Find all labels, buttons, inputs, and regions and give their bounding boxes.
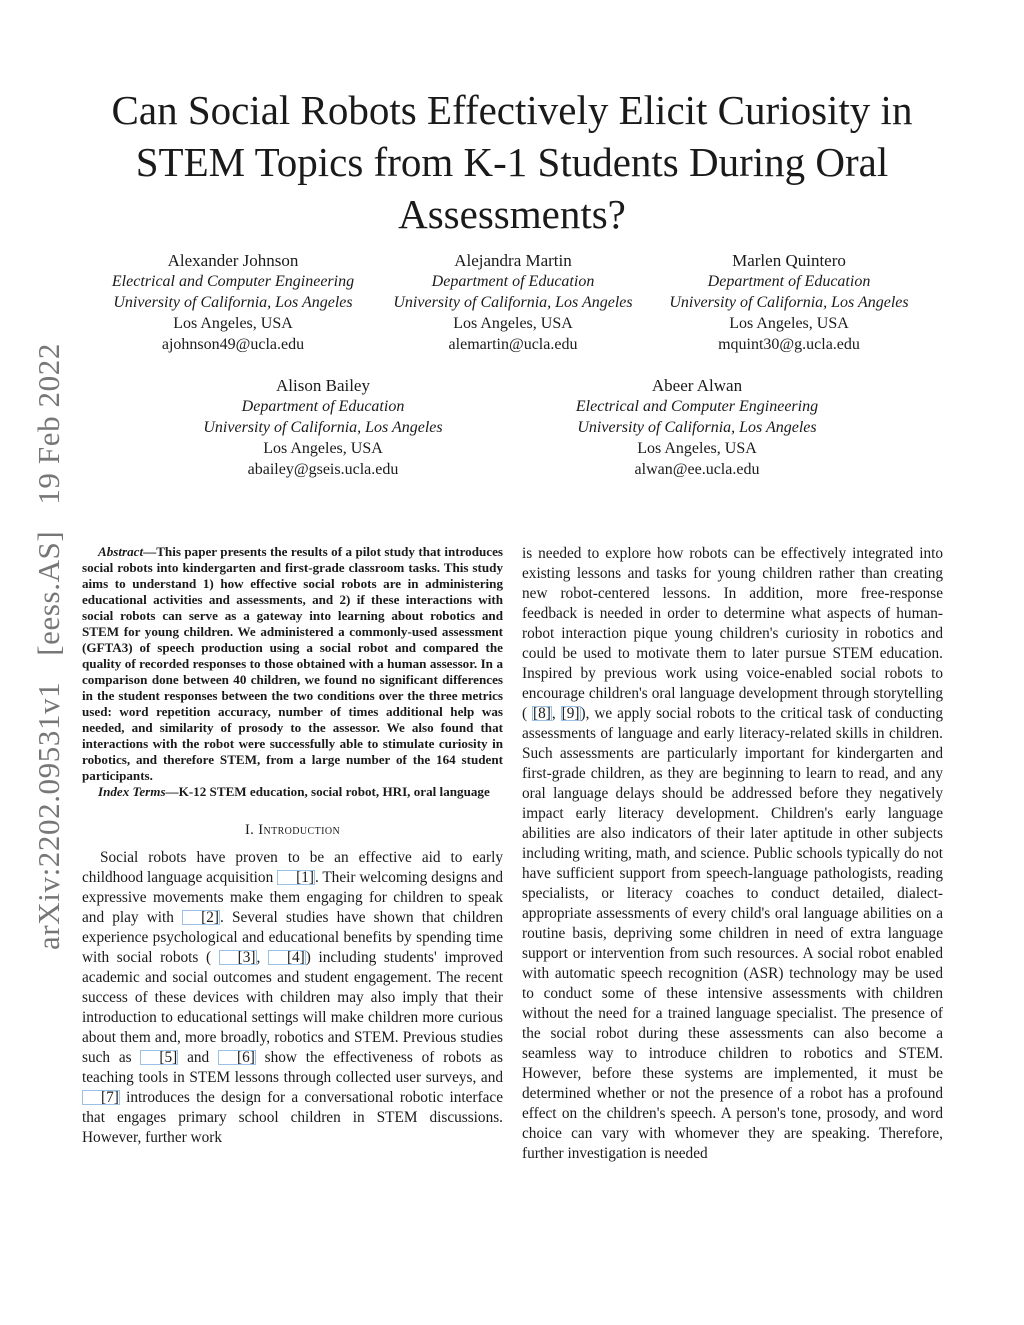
arxiv-date: 19 Feb 2022 (31, 343, 66, 505)
index-terms (82, 784, 503, 800)
abstract-text: —This paper presents the results of a pilot study that introduces social robots into kindergarten and first-grade classroom tasks. This study aims to understand 1) how effective social robots are in administering educational activities and assessments, and 2) if these interactions with social robots can serve as a gateway into learning about robotics and STEM for young children. We administered a commonly-used assessment (GFTA3) of speech production using a social robot and compared the quality of recorded responses to those obtained with a human assessor. In a comparison done between 40 children, we found no significant differences in the student responses between the two conditions over the three metrics used: word repetition accuracy, number of times additional help was needed, and similarity of prosody to the assessor. We also found that interactions with the robot were successfully able to stimulate curiosity in robotics, and therefore STEM, from a large number of the 164 student participants. (82, 544, 503, 783)
author-university: University of California, Los Angeles (203, 419, 443, 436)
author-university: University of California, Los Angeles (577, 419, 817, 436)
author-email[interactable]: ajohnson49@ucla.edu (161, 336, 305, 353)
citation-link[interactable]: [6] (218, 1050, 256, 1065)
author-block (648, 250, 930, 355)
abstract-label: Abstract (98, 544, 144, 559)
text-run: and (178, 1049, 218, 1066)
citation-link[interactable]: [4] (268, 950, 306, 965)
author-location: Los Angeles, USA (263, 440, 383, 457)
author-block (92, 250, 374, 355)
citation-link[interactable]: [5] (140, 1050, 178, 1065)
author-email[interactable]: mquint30@g.ucla.edu (718, 336, 860, 353)
author-name: Marlen Quintero (732, 251, 846, 270)
paper-title: Can Social Robots Effectively Elicit Curiosity in STEM Topics from K-1 Students During Oral Assessments? (111, 87, 913, 237)
text-run: introduces the design for a conversational robotic interface that engages primary school children in STEM discussions. However, further work (82, 1089, 503, 1146)
author-name: Alison Bailey (276, 376, 370, 395)
citation-link[interactable]: [3] (219, 950, 257, 965)
body-paragraph (522, 544, 943, 1164)
author-name: Alexander Johnson (167, 251, 299, 270)
text-run: show the effectiveness of robots as teaching tools in STEM lessons through collected user surveys, and (82, 1049, 503, 1086)
citation-link[interactable]: [1] (277, 870, 315, 885)
left-column (82, 544, 503, 1148)
author-name: Alejandra Martin (454, 251, 572, 270)
citation-link[interactable]: [2] (182, 910, 220, 925)
text-run: Social robots have proven to be an effective aid to early childhood language acquisition (82, 849, 503, 886)
author-university: University of California, Los Angeles (393, 294, 633, 311)
author-block (182, 375, 464, 480)
citation-link[interactable]: [7] (82, 1090, 120, 1105)
text-run: . Several studies have shown that children experience psychological and educational benefits by spending time with social robots ( (82, 909, 503, 966)
arxiv-category: [eess.AS] (31, 530, 66, 656)
author-email[interactable]: abailey@gseis.ucla.edu (247, 461, 399, 478)
author-email[interactable]: alemartin@ucla.edu (448, 336, 578, 353)
author-block (556, 375, 838, 480)
author-block (372, 250, 654, 355)
author-university: University of California, Los Angeles (113, 294, 353, 311)
section-heading: I. Introduction (244, 822, 341, 838)
author-department: Electrical and Computer Engineering (575, 398, 819, 415)
author-department: Electrical and Computer Engineering (111, 273, 355, 290)
text-run: is needed to explore how robots can be effectively integrated into existing lessons and tasks for young children rather than creating new robot-centered lessons. In addition, more free-response feedback is needed in order to determine what aspects of human-robot interaction pique young children's curiosity in robotics and could be used to motivate them to later pursue STEM education. Inspired by previous work using voice-enabled social robots to encourage children's oral language development through storytelling ( (522, 545, 943, 722)
author-location: Los Angeles, USA (637, 440, 757, 457)
author-location: Los Angeles, USA (173, 315, 293, 332)
arxiv-id[interactable]: arXiv:2202.09531v1 (31, 681, 66, 950)
author-department: Department of Education (431, 273, 595, 290)
author-email[interactable]: alwan@ee.ucla.edu (634, 461, 760, 478)
author-location: Los Angeles, USA (729, 315, 849, 332)
author-name: Abeer Alwan (651, 376, 743, 395)
right-column (522, 544, 943, 1164)
author-department: Department of Education (241, 398, 405, 415)
text-run: , (256, 949, 268, 966)
citation-link[interactable]: [8] (533, 705, 551, 722)
text-run: , (551, 705, 561, 722)
text-run: . Their welcoming designs and expressive movements make them engaging for children to speak and play with (82, 869, 503, 926)
author-university: University of California, Los Angeles (669, 294, 909, 311)
citation-link[interactable]: [9] (561, 705, 580, 722)
author-department: Department of Education (707, 273, 871, 290)
index-terms-label: Index Terms (98, 784, 166, 799)
text-run: ), we apply social robots to the critical task of conducting assessments of language and early literacy-related skills in children. Such assessments are particularly important for kindergarten and first-grade children, as they are beginning to learn to read, and any oral language delays should be addressed before they negatively impact early literacy development. Children's early language abilities are also indicators of their later aptitude in other subjects including writing, math, and science. Public schools typically do not have sufficient support from speech-language pathologists, reading specialists, or literacy coaches to conduct detailed, dialect-appropriate assessments of every child's oral language abilities on a routine basis, depriving some children in need of extra language support or intervention from such resources. A social robot enabled with automatic speech recognition (ASR) technology may be used to conduct some of these intensive assessments with children without the need for a trained language specialist. The presence of the social robot during these assessments can also become a seamless way to introduce children to robotics and STEM. However, before these systems are implemented, it must be determined whether or not the presence of a robot has a profound effect on the children's speech. A person's tone, prosody, and word choice can vary with whomever they are speaking. Therefore, further investigation is needed (522, 705, 944, 1162)
abstract (82, 544, 503, 784)
arxiv-watermark (29, 340, 69, 950)
text-run: ) including students' improved academic and social outcomes and student engagement. The recent success of these devices with children may also imply that their introduction to educational settings will make children more curious about them and, more broadly, robotics and STEM. Previous studies such as (82, 949, 504, 1066)
intro-paragraph (82, 848, 503, 1148)
index-terms-text: —K-12 STEM education, social robot, HRI, oral language (165, 784, 490, 799)
author-location: Los Angeles, USA (453, 315, 573, 332)
